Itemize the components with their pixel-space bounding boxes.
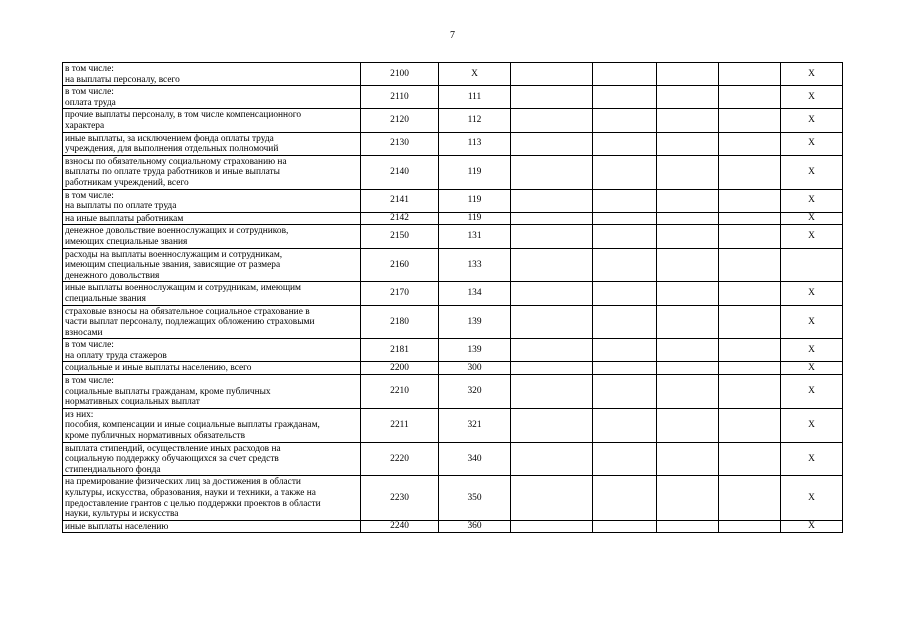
table-row: [63, 375, 843, 409]
row-name-cell: [63, 282, 361, 305]
row-value-cell: [657, 476, 719, 520]
row-name-cell: [63, 520, 361, 533]
table-row: [63, 225, 843, 248]
row-name-line: расходы на выплаты военнослужащим и сотрудникам,: [65, 249, 283, 260]
row-value-cell: [657, 375, 719, 409]
row-name-line: выплаты по оплате труда работников и иные выплаты: [65, 167, 280, 178]
row-name-line: взносами: [65, 327, 103, 338]
table-row: [63, 248, 843, 282]
page-number: 7: [450, 30, 455, 41]
row-name-line: части выплат персоналу, подлежащих обложению страховыми: [65, 317, 315, 328]
row-value-cell: [593, 155, 657, 189]
row-mark-cell: X: [781, 305, 843, 339]
row-value-cell: [511, 109, 593, 132]
table-row: [63, 362, 843, 375]
row-value-cell: [593, 408, 657, 442]
row-name-cell: [63, 362, 361, 375]
row-value-cell: [719, 442, 781, 476]
row-value-cell: [593, 225, 657, 248]
row-mark-cell: X: [781, 339, 843, 362]
row-value-cell: [657, 282, 719, 305]
row-mark-cell: X: [781, 86, 843, 109]
row-mark-cell: X: [781, 155, 843, 189]
row-value-cell: [511, 225, 593, 248]
row-name-line: культуры, искусства, образования, науки и техники, а также на: [65, 488, 316, 499]
row-name-cell: [63, 248, 361, 282]
row-code-cell: 2100: [361, 63, 439, 86]
row-code-cell: 2170: [361, 282, 439, 305]
row-value-cell: [593, 109, 657, 132]
row-code-cell: 2210: [361, 375, 439, 409]
row-code-cell: 2140: [361, 155, 439, 189]
row-value-cell: [511, 248, 593, 282]
row-value-cell: [719, 476, 781, 520]
row-name-line: работникам учреждений, всего: [65, 177, 189, 188]
row-code-cell: 2130: [361, 132, 439, 155]
table-row: [63, 189, 843, 212]
row-name-line: имеющих специальные звания: [65, 236, 188, 247]
row-kosgu-cell: 119: [439, 212, 511, 225]
row-value-cell: [511, 520, 593, 533]
row-kosgu-cell: 111: [439, 86, 511, 109]
table-row: [63, 339, 843, 362]
row-value-cell: [719, 109, 781, 132]
row-mark-cell: X: [781, 109, 843, 132]
row-name-line: прочие выплаты персоналу, в том числе компенсационного: [65, 110, 302, 121]
row-name-line: стипендиального фонда: [65, 464, 161, 475]
row-value-cell: [511, 442, 593, 476]
row-value-cell: [657, 339, 719, 362]
row-name-line: кроме публичных нормативных обязательств: [65, 431, 246, 442]
table-row: [63, 155, 843, 189]
table-row: [63, 282, 843, 305]
row-mark-cell: X: [781, 212, 843, 225]
budget-table: [62, 62, 843, 533]
row-code-cell: 2211: [361, 408, 439, 442]
row-kosgu-cell: 139: [439, 305, 511, 339]
row-name-cell: [63, 109, 361, 132]
row-kosgu-cell: 134: [439, 282, 511, 305]
row-name-cell: [63, 132, 361, 155]
row-name-line: характера: [65, 120, 105, 131]
row-value-cell: [511, 305, 593, 339]
row-kosgu-cell: 321: [439, 408, 511, 442]
row-value-cell: [657, 408, 719, 442]
row-kosgu-cell: 300: [439, 362, 511, 375]
row-value-cell: [719, 189, 781, 212]
row-value-cell: [719, 155, 781, 189]
row-name-cell: [63, 305, 361, 339]
row-name-cell: [63, 189, 361, 212]
row-value-cell: [719, 362, 781, 375]
row-value-cell: [511, 189, 593, 212]
row-kosgu-cell: X: [439, 63, 511, 86]
row-mark-cell: X: [781, 362, 843, 375]
row-value-cell: [657, 212, 719, 225]
row-code-cell: 2150: [361, 225, 439, 248]
row-code-cell: 2120: [361, 109, 439, 132]
row-name-line: в том числе:: [65, 64, 114, 74]
row-name-cell: [63, 476, 361, 520]
row-mark-cell: X: [781, 189, 843, 212]
row-value-cell: [719, 305, 781, 339]
row-value-cell: [719, 408, 781, 442]
table-row: [63, 63, 843, 86]
row-value-cell: [511, 339, 593, 362]
row-name-line: из них:: [65, 409, 94, 420]
row-kosgu-cell: 139: [439, 339, 511, 362]
row-value-cell: [657, 520, 719, 533]
row-code-cell: 2180: [361, 305, 439, 339]
row-value-cell: [511, 375, 593, 409]
row-value-cell: [511, 86, 593, 109]
row-value-cell: [657, 442, 719, 476]
row-value-cell: [511, 155, 593, 189]
row-name-line: денежное довольствие военнослужащих и сотрудников,: [65, 226, 289, 237]
row-value-cell: [657, 225, 719, 248]
row-code-cell: 2110: [361, 86, 439, 109]
row-value-cell: [511, 212, 593, 225]
row-mark-cell: X: [781, 476, 843, 520]
row-code-cell: 2240: [361, 520, 439, 533]
row-value-cell: [719, 212, 781, 225]
row-value-cell: [593, 132, 657, 155]
row-value-cell: [657, 305, 719, 339]
row-value-cell: [657, 362, 719, 375]
table-row: [63, 132, 843, 155]
row-code-cell: 2230: [361, 476, 439, 520]
row-mark-cell: X: [781, 225, 843, 248]
row-value-cell: [593, 520, 657, 533]
table-row: [63, 109, 843, 132]
row-kosgu-cell: 340: [439, 442, 511, 476]
row-name-line: пособия, компенсации и иные социальные выплаты гражданам,: [65, 420, 320, 431]
row-name-cell: [63, 212, 361, 225]
row-value-cell: [593, 189, 657, 212]
row-name-line: в том числе:: [65, 87, 114, 98]
row-value-cell: [657, 109, 719, 132]
row-value-cell: [511, 362, 593, 375]
row-name-line: социальную поддержку обучающихся за счет средств: [65, 454, 279, 465]
row-name-line: в том числе:: [65, 376, 114, 387]
row-name-line: страховые взносы на обязательное социальное страхование в: [65, 306, 310, 317]
row-value-cell: [657, 189, 719, 212]
row-name-line: науки, культуры и искусства: [65, 509, 179, 520]
row-value-cell: [593, 362, 657, 375]
row-name-cell: [63, 442, 361, 476]
row-value-cell: [719, 63, 781, 86]
row-value-cell: [511, 63, 593, 86]
row-mark-cell: X: [781, 375, 843, 409]
row-value-cell: [719, 248, 781, 282]
row-mark-cell: [781, 248, 843, 282]
row-value-cell: [511, 408, 593, 442]
row-name-line: в том числе:: [65, 340, 114, 351]
row-name-line: на выплаты персоналу, всего: [65, 74, 180, 85]
row-value-cell: [719, 282, 781, 305]
row-kosgu-cell: 320: [439, 375, 511, 409]
row-kosgu-cell: 119: [439, 189, 511, 212]
row-code-cell: 2200: [361, 362, 439, 375]
row-name-line: учреждения, для выполнения отдельных полномочий: [65, 144, 279, 155]
row-value-cell: [719, 339, 781, 362]
row-value-cell: [719, 225, 781, 248]
row-name-cell: [63, 86, 361, 109]
row-name-line: иные выплаты, за исключением фонда оплаты труда: [65, 133, 274, 144]
row-mark-cell: X: [781, 408, 843, 442]
row-value-cell: [593, 248, 657, 282]
row-kosgu-cell: 133: [439, 248, 511, 282]
row-code-cell: 2141: [361, 189, 439, 212]
row-mark-cell: X: [781, 63, 843, 86]
row-name-line: на выплаты по оплате труда: [65, 201, 177, 212]
table-row: [63, 212, 843, 225]
row-code-cell: 2160: [361, 248, 439, 282]
row-value-cell: [511, 282, 593, 305]
row-value-cell: [593, 375, 657, 409]
row-name-line: денежного довольствия: [65, 270, 160, 281]
row-name-line: иные выплаты населению: [65, 521, 169, 532]
row-value-cell: [511, 132, 593, 155]
row-value-cell: [593, 282, 657, 305]
row-name-line: взносы по обязательному социальному страхованию на: [65, 156, 287, 167]
row-value-cell: [511, 476, 593, 520]
table-row: [63, 305, 843, 339]
row-name-line: на премирование физических лиц за достижения в области: [65, 477, 301, 488]
row-name-line: на иные выплаты работникам: [65, 213, 184, 224]
row-value-cell: [657, 248, 719, 282]
row-value-cell: [657, 132, 719, 155]
row-code-cell: 2142: [361, 212, 439, 225]
row-value-cell: [593, 305, 657, 339]
row-name-line: социальные и иные выплаты населению, всего: [65, 363, 252, 374]
row-name-line: оплата труда: [65, 97, 116, 108]
row-name-line: предоставление грантов с целью поддержки проектов в области: [65, 498, 321, 509]
row-name-line: имеющим специальные звания, зависящие от размера: [65, 260, 281, 271]
row-name-line: выплата стипендий, осуществление иных расходов на: [65, 443, 281, 454]
row-name-cell: [63, 63, 361, 86]
row-value-cell: [719, 520, 781, 533]
row-value-cell: [593, 442, 657, 476]
row-value-cell: [593, 63, 657, 86]
row-name-line: нормативных социальных выплат: [65, 397, 200, 408]
row-value-cell: [719, 375, 781, 409]
row-mark-cell: X: [781, 132, 843, 155]
table-row: [63, 520, 843, 533]
row-kosgu-cell: 113: [439, 132, 511, 155]
row-kosgu-cell: 350: [439, 476, 511, 520]
row-value-cell: [657, 63, 719, 86]
row-value-cell: [593, 86, 657, 109]
row-name-cell: [63, 375, 361, 409]
row-code-cell: 2181: [361, 339, 439, 362]
row-name-cell: [63, 225, 361, 248]
table-row: [63, 476, 843, 520]
row-kosgu-cell: 131: [439, 225, 511, 248]
row-name-line: специальные звания: [65, 293, 146, 304]
row-kosgu-cell: 112: [439, 109, 511, 132]
row-value-cell: [657, 86, 719, 109]
row-name-line: иные выплаты военнослужащим и сотрудникам, имеющим: [65, 283, 301, 294]
row-name-line: в том числе:: [65, 190, 114, 201]
row-value-cell: [593, 212, 657, 225]
row-mark-cell: X: [781, 520, 843, 533]
row-code-cell: 2220: [361, 442, 439, 476]
row-kosgu-cell: 119: [439, 155, 511, 189]
table-body: [63, 63, 843, 533]
row-name-line: социальные выплаты гражданам, кроме публичных: [65, 386, 271, 397]
row-value-cell: [719, 132, 781, 155]
row-kosgu-cell: 360: [439, 520, 511, 533]
row-value-cell: [593, 339, 657, 362]
row-name-cell: [63, 339, 361, 362]
row-mark-cell: X: [781, 282, 843, 305]
row-name-cell: [63, 155, 361, 189]
table-row: [63, 86, 843, 109]
row-mark-cell: X: [781, 442, 843, 476]
row-value-cell: [657, 155, 719, 189]
row-name-line: на оплату труда стажеров: [65, 350, 167, 361]
row-value-cell: [719, 86, 781, 109]
row-name-cell: [63, 408, 361, 442]
table-row: [63, 408, 843, 442]
table-row: [63, 442, 843, 476]
row-value-cell: [593, 476, 657, 520]
